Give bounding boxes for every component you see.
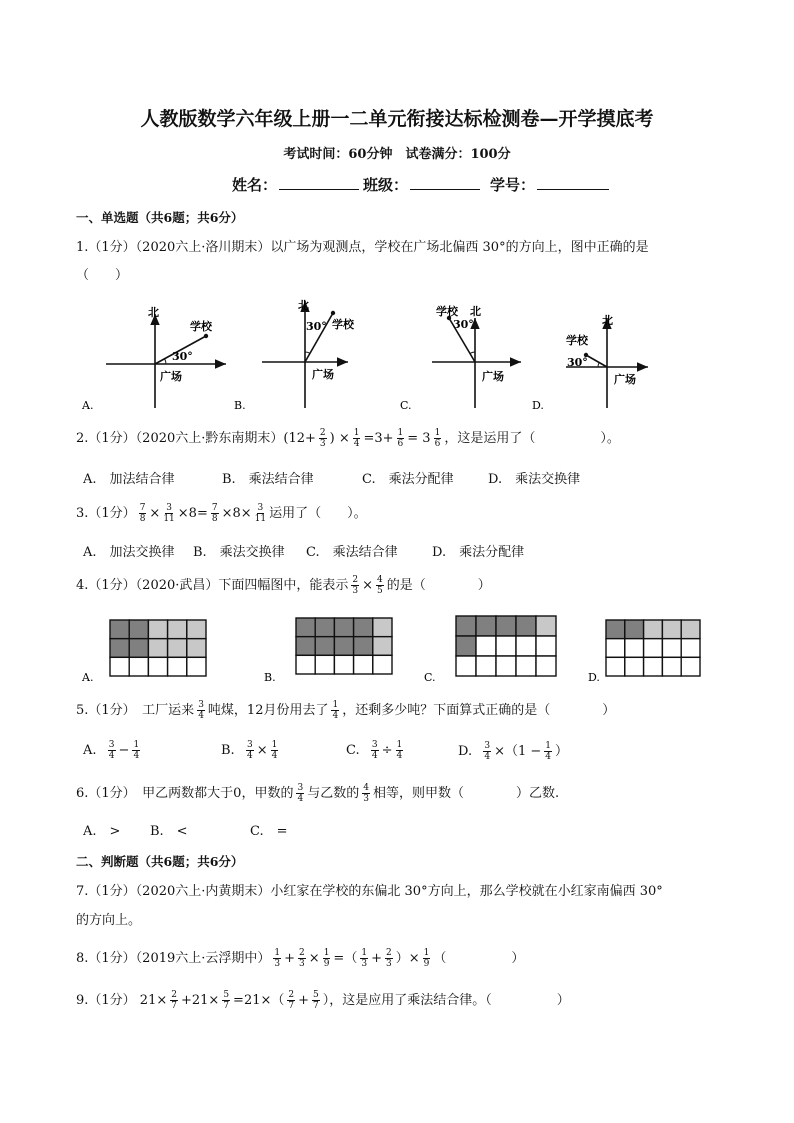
question-3-text: 3.（1分） $\frac{7}{8}$ × $\frac{3}{11}$ ×8= $\frac{7}{8}$ ×8× $\frac{3}{11}$ 运用了（ ）。 <box>76 503 367 524</box>
grid-cell <box>334 637 353 656</box>
school-label: 学校 <box>190 320 212 333</box>
grid-cell <box>476 616 496 636</box>
diagram-c <box>400 304 521 412</box>
grid-cell <box>476 656 496 676</box>
q5-option-d[interactable]: D. $\frac{3}{4}$ ×（1 − $\frac{1}{4}$ ） <box>458 741 569 762</box>
grid-cell <box>296 618 315 637</box>
grid-cell <box>644 620 663 639</box>
grid-cell <box>681 657 700 676</box>
question-6-text: 6.（1分） 甲乙两数都大于0，甲数的 $\frac{3}{4}$ 与乙数的 $\frac{4}{3}$ 相等，则甲数（ ）乙数. <box>76 783 560 804</box>
grid-cell <box>681 639 700 658</box>
question-4-text: 4.（1分）（2020·武昌）下面四幅图中，能表示 $\frac{2}{3}$ × $\frac{4}{5}$ 的是（ ） <box>76 575 491 596</box>
school-label: 学校 <box>566 334 588 347</box>
option-b[interactable]: B. <box>234 399 246 412</box>
grid-cell <box>129 620 148 639</box>
grid-cell <box>456 616 476 636</box>
grid-cell <box>496 616 516 636</box>
grid-cell <box>354 618 373 637</box>
exam-info: 考试时间：60分钟 试卷满分：100分 <box>283 147 511 162</box>
fraction: $\frac{2}{3}$ <box>319 428 326 449</box>
angle-label: 30° <box>306 320 327 333</box>
north-label: 北 <box>298 299 309 312</box>
grid-cell <box>606 639 625 658</box>
q3-option-b[interactable]: B. 乘法交换律 <box>193 545 285 560</box>
north-label: 北 <box>470 305 481 318</box>
grid-cell <box>354 655 373 674</box>
student-info-row <box>232 173 613 195</box>
grid-cell <box>110 639 129 658</box>
grid-cell <box>148 657 167 676</box>
option-c[interactable]: C. <box>424 671 436 684</box>
grid-cell <box>625 639 644 658</box>
grid-cell <box>334 618 353 637</box>
grid-cell <box>662 620 681 639</box>
square-label: 广场 <box>614 373 636 386</box>
grid-cell <box>168 639 187 658</box>
fraction: $\frac{2}{3}$ <box>352 575 359 596</box>
angle-label: 30° <box>453 318 474 331</box>
grid-cell <box>476 636 496 656</box>
option-b[interactable]: B. <box>264 671 276 684</box>
grid-cell <box>315 655 334 674</box>
q3-option-c[interactable]: C. 乘法结合律 <box>306 545 398 560</box>
angle-label: 30° <box>172 350 193 363</box>
grid-cell <box>496 636 516 656</box>
grid-cell <box>187 639 206 658</box>
fraction: $\frac{4}{5}$ <box>377 575 383 596</box>
q5-option-c[interactable]: C. $\frac{3}{4}$ ÷ $\frac{1}{4}$ <box>346 740 403 761</box>
school-point <box>331 311 335 315</box>
q3-option-a[interactable]: A. 加法交换律 <box>83 545 175 560</box>
grid-cell <box>168 620 187 639</box>
fraction: $\frac{4}{3}$ <box>363 783 369 804</box>
section-heading-2: 二、判断题（共6题；共6分） <box>76 854 244 869</box>
grid-cell <box>536 656 556 676</box>
grid-cell <box>496 656 516 676</box>
question-5-text: 5.（1分） 工厂运来 $\frac{3}{4}$ 吨煤，12月份用去了 $\frac{1}{4}$ ，还剩多少吨？下面算式正确的是（ ） <box>76 700 616 721</box>
grid-cell <box>187 620 206 639</box>
question-7-text: 7.（1分）（2020六上·内黄期末）小红家在学校的东偏北 30°方向上，那么学校就在小红家南偏西 30° <box>76 884 663 899</box>
q5-option-b[interactable]: B. $\frac{3}{4}$ × $\frac{1}{4}$ <box>221 740 278 761</box>
north-label: 北 <box>148 306 159 319</box>
grid-cell <box>334 655 353 674</box>
q2-option-a[interactable]: A. 加法结合律 <box>83 472 175 487</box>
grid-cell <box>373 637 392 656</box>
grid-cell <box>625 657 644 676</box>
grid-cell <box>373 655 392 674</box>
id-field[interactable] <box>537 173 609 190</box>
question-1-text: 1.（1分）（2020六上·洛川期末）以广场为观测点，学校在广场北偏西 30°的方向上，图中正确的是 <box>76 240 649 255</box>
grid-cell <box>662 639 681 658</box>
grid-cell <box>456 636 476 656</box>
option-c[interactable]: C. <box>400 399 412 412</box>
grid-cell <box>516 656 536 676</box>
q6-option-a[interactable]: A. > <box>83 824 121 839</box>
q4-grids <box>76 612 716 690</box>
grid-cell <box>110 657 129 676</box>
class-label: 班级： <box>363 176 409 194</box>
grid-cell <box>129 639 148 658</box>
diagram-b <box>234 299 355 412</box>
fraction: $\frac{1}{4}$ <box>353 428 360 449</box>
question-8-text: 8.（1分）（2019六上·云浮期中） $\frac{1}{3}$ + $\frac{2}{3}$ × $\frac{1}{9}$ =（ $\frac{1}{3}$ + $\frac{2}{3}$ ）× $\frac{1}{9}$ （ ） <box>76 948 525 969</box>
fraction: $\frac{1}{6}$ <box>397 428 404 449</box>
grid-cell <box>129 657 148 676</box>
q1-diagrams <box>76 296 676 416</box>
direction-line <box>586 355 607 367</box>
grid-cell <box>625 620 644 639</box>
fraction: $\frac{3}{4}$ <box>297 783 304 804</box>
grid-cell <box>168 657 187 676</box>
question-1-blank: （ ） <box>76 268 129 283</box>
school-label: 学校 <box>436 305 458 318</box>
q6-option-c[interactable]: C. = <box>250 824 288 839</box>
name-field[interactable] <box>279 173 359 190</box>
grid-cell <box>373 618 392 637</box>
square-label: 广场 <box>482 370 504 383</box>
q2-option-d[interactable]: D. 乘法交换律 <box>488 472 581 487</box>
grid-cell <box>536 616 556 636</box>
section-heading-1: 一、单选题（共6题；共6分） <box>76 210 244 225</box>
option-a[interactable]: A. <box>82 399 94 412</box>
grid-cell <box>187 657 206 676</box>
name-label: 姓名： <box>232 176 278 194</box>
question-2-text: 2.（1分）（2020六上·黔东南期末）(12+ $\frac{2}{3}$ ) × $\frac{1}{4}$ =3+ $\frac{1}{6}$ = 3 $\frac{1}{6}$ ，这是运用了（ ）。 <box>76 428 620 449</box>
diagram-d <box>532 314 648 412</box>
north-label: 北 <box>602 314 613 327</box>
q6-option-b[interactable]: B. < <box>150 824 188 839</box>
fraction: $\frac{3}{11}$ <box>254 503 267 524</box>
grid-cell <box>644 639 663 658</box>
grid-cell <box>296 655 315 674</box>
q3-option-d[interactable]: D. 乘法分配律 <box>432 545 525 560</box>
grid-cell <box>606 620 625 639</box>
grid-cell <box>296 637 315 656</box>
grid-cell <box>516 636 536 656</box>
class-field[interactable] <box>410 173 480 190</box>
question-7-text-cont: 的方向上。 <box>76 913 142 928</box>
square-label: 广场 <box>160 370 182 383</box>
grid-cell <box>354 637 373 656</box>
q2-option-c[interactable]: C. 乘法分配律 <box>362 472 454 487</box>
grid-cell <box>516 616 536 636</box>
fraction: $\frac{3}{11}$ <box>163 503 175 524</box>
fraction: $\frac{3}{4}$ <box>198 700 204 721</box>
square-label: 广场 <box>312 368 334 381</box>
option-a[interactable]: A. <box>82 671 94 684</box>
school-label: 学校 <box>332 318 354 331</box>
grid-cell <box>606 657 625 676</box>
grid-cell <box>681 620 700 639</box>
page-title: 人教版数学六年级上册一二单元衔接达标检测卷—开学摸底考 <box>140 108 654 130</box>
q2-option-b[interactable]: B. 乘法结合律 <box>222 472 314 487</box>
fraction: $\frac{7}{8}$ <box>139 503 146 524</box>
id-label: 学号： <box>490 176 536 194</box>
school-point <box>204 334 208 338</box>
grid-cell <box>110 620 129 639</box>
fraction: $\frac{1}{6}$ <box>434 428 441 449</box>
diagram-a <box>81 306 226 412</box>
fraction: $\frac{7}{8}$ <box>211 503 218 524</box>
fraction: $\frac{1}{4}$ <box>332 700 339 721</box>
grid-cell <box>644 657 663 676</box>
grid-cell <box>662 657 681 676</box>
question-9-text: 9.（1分） 21× $\frac{2}{7}$ +21× $\frac{5}{7}$ =21×（ $\frac{2}{7}$ + $\frac{5}{7}$ ），这是应用了乘法结合律。（ ） <box>76 990 570 1011</box>
grid-cell <box>148 620 167 639</box>
grid-cell <box>536 636 556 656</box>
grid-cell <box>148 639 167 658</box>
option-d[interactable]: D. <box>532 399 544 412</box>
option-d[interactable]: D. <box>588 671 600 684</box>
grid-cell <box>456 656 476 676</box>
grid-cell <box>315 618 334 637</box>
grid-cell <box>315 637 334 656</box>
q5-option-a[interactable]: A. $\frac{3}{4}$ − $\frac{1}{4}$ <box>83 740 140 761</box>
angle-label: 30° <box>567 356 588 369</box>
